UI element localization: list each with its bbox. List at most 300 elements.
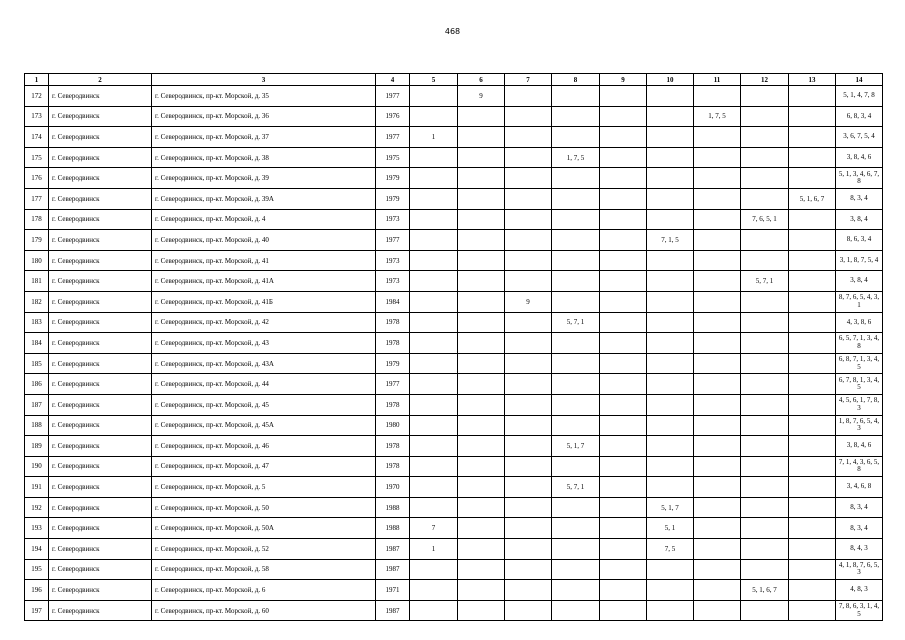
table-cell-col-6 [458,168,505,189]
table-cell-col-3: г. Северодвинск, пр-кт. Морской, д. 45А [152,415,376,436]
table-row [25,518,883,539]
table-cell-col-8: 5, 7, 1 [552,477,600,498]
table-cell-col-1: 196 [25,580,49,601]
table-cell-col-7 [505,188,552,209]
table-cell-col-7 [505,539,552,560]
table-cell-col-4: 1980 [376,415,410,436]
table-cell-col-12 [741,353,789,374]
table-cell-col-9 [600,209,647,230]
table-cell-col-2: г. Северодвинск [49,415,152,436]
table-cell-col-1: 191 [25,477,49,498]
table-cell-col-6 [458,188,505,209]
table-cell-col-6 [458,518,505,539]
table-cell-col-7 [505,127,552,148]
table-cell-col-10 [647,147,694,168]
table-cell-col-9 [600,436,647,457]
table-cell-col-3: г. Северодвинск, пр-кт. Морской, д. 36 [152,106,376,127]
table-cell-col-13 [789,539,836,560]
table-cell-col-2: г. Северодвинск [49,456,152,477]
table-cell-col-2: г. Северодвинск [49,230,152,251]
table-cell-col-2: г. Северодвинск [49,518,152,539]
table-cell-col-8 [552,394,600,415]
table-cell-col-7 [505,271,552,292]
table-cell-col-2: г. Северодвинск [49,374,152,395]
table-cell-col-11 [694,600,741,621]
table-cell-col-14: 6, 7, 8, 1, 3, 4, 5 [836,374,883,395]
table-cell-col-12 [741,147,789,168]
table-cell-col-8 [552,580,600,601]
table-cell-col-5 [410,209,458,230]
table-row [25,271,883,292]
table-cell-col-3: г. Северодвинск, пр-кт. Морской, д. 6 [152,580,376,601]
table-cell-col-10: 5, 1 [647,518,694,539]
table-cell-col-4: 1978 [376,312,410,333]
table-cell-col-14: 8, 3, 4 [836,497,883,518]
table-cell-col-12 [741,456,789,477]
table-cell-col-10: 7, 1, 5 [647,230,694,251]
table-cell-col-2: г. Северодвинск [49,291,152,312]
table-cell-col-5 [410,86,458,107]
column-header-14: 14 [836,74,883,86]
table-cell-col-8 [552,127,600,148]
table-cell-col-9 [600,147,647,168]
table-cell-col-8 [552,353,600,374]
table-row [25,147,883,168]
table-cell-col-14: 8, 7, 6, 5, 4, 3, 1 [836,291,883,312]
table-cell-col-8: 5, 1, 7 [552,436,600,457]
table-cell-col-6 [458,559,505,580]
table-cell-col-2: г. Северодвинск [49,580,152,601]
table-cell-col-14: 3, 6, 7, 5, 4 [836,127,883,148]
table-cell-col-5: 1 [410,127,458,148]
table-cell-col-13 [789,394,836,415]
table-cell-col-14: 1, 8, 7, 6, 5, 4, 3 [836,415,883,436]
table-cell-col-10 [647,250,694,271]
table-cell-col-10 [647,477,694,498]
table-cell-col-12: 5, 7, 1 [741,271,789,292]
table-cell-col-12 [741,600,789,621]
table-cell-col-6 [458,312,505,333]
table-cell-col-11 [694,250,741,271]
table-cell-col-13 [789,168,836,189]
table-cell-col-1: 179 [25,230,49,251]
housing-register-table [24,73,883,621]
table-cell-col-14: 8, 4, 3 [836,539,883,560]
table-cell-col-8 [552,456,600,477]
table-cell-col-9 [600,497,647,518]
table-cell-col-3: г. Северодвинск, пр-кт. Морской, д. 5 [152,477,376,498]
table-cell-col-6 [458,127,505,148]
table-row [25,250,883,271]
table-cell-col-8 [552,291,600,312]
table-cell-col-11 [694,518,741,539]
table-row [25,168,883,189]
table-cell-col-10 [647,127,694,148]
table-cell-col-8 [552,559,600,580]
table-cell-col-10 [647,436,694,457]
table-cell-col-7 [505,168,552,189]
table-cell-col-4: 1978 [376,456,410,477]
table-cell-col-6 [458,209,505,230]
table-cell-col-11 [694,394,741,415]
table-cell-col-11 [694,580,741,601]
table-cell-col-3: г. Северодвинск, пр-кт. Морской, д. 43А [152,353,376,374]
table-cell-col-14: 4, 5, 6, 1, 7, 8, 3 [836,394,883,415]
table-cell-col-2: г. Северодвинск [49,477,152,498]
table-cell-col-12 [741,86,789,107]
table-cell-col-3: г. Северодвинск, пр-кт. Морской, д. 39А [152,188,376,209]
table-cell-col-5 [410,456,458,477]
table-cell-col-12 [741,312,789,333]
table-cell-col-6 [458,600,505,621]
table-cell-col-5 [410,559,458,580]
table-cell-col-2: г. Северодвинск [49,188,152,209]
table-cell-col-4: 1971 [376,580,410,601]
table-cell-col-11 [694,147,741,168]
table-cell-col-4: 1975 [376,147,410,168]
table-cell-col-14: 3, 8, 4, 6 [836,147,883,168]
table-cell-col-2: г. Северодвинск [49,353,152,374]
table-cell-col-14: 4, 1, 8, 7, 6, 5, 3 [836,559,883,580]
table-cell-col-14: 5, 1, 4, 7, 8 [836,86,883,107]
table-cell-col-13 [789,250,836,271]
table-cell-col-11 [694,353,741,374]
table-cell-col-7 [505,436,552,457]
table-cell-col-5 [410,168,458,189]
table-cell-col-7 [505,456,552,477]
table-cell-col-5 [410,436,458,457]
table-cell-col-13 [789,291,836,312]
column-header-12: 12 [741,74,789,86]
table-cell-col-2: г. Северодвинск [49,209,152,230]
table-cell-col-4: 1987 [376,559,410,580]
column-header-2: 2 [49,74,152,86]
table-cell-col-14: 8, 3, 4 [836,518,883,539]
table-cell-col-14: 4, 3, 8, 6 [836,312,883,333]
table-cell-col-8 [552,271,600,292]
table-cell-col-8: 5, 7, 1 [552,312,600,333]
table-cell-col-11 [694,127,741,148]
table-row [25,415,883,436]
table-cell-col-5 [410,394,458,415]
table-cell-col-14: 6, 5, 7, 1, 3, 4, 8 [836,333,883,354]
table-cell-col-2: г. Северодвинск [49,147,152,168]
table-cell-col-10 [647,291,694,312]
table-cell-col-9 [600,600,647,621]
table-cell-col-10 [647,86,694,107]
table-cell-col-11 [694,415,741,436]
table-cell-col-12 [741,477,789,498]
table-cell-col-8 [552,106,600,127]
table-row [25,333,883,354]
table-cell-col-11 [694,497,741,518]
table-cell-col-6 [458,291,505,312]
table-cell-col-13 [789,415,836,436]
table-cell-col-10 [647,415,694,436]
table-cell-col-7 [505,580,552,601]
column-header-10: 10 [647,74,694,86]
table-cell-col-5 [410,147,458,168]
table-cell-col-4: 1977 [376,127,410,148]
table-row [25,559,883,580]
table-cell-col-12: 5, 1, 6, 7 [741,580,789,601]
table-cell-col-4: 1977 [376,374,410,395]
table-cell-col-2: г. Северодвинск [49,539,152,560]
table-cell-col-3: г. Северодвинск, пр-кт. Морской, д. 41А [152,271,376,292]
table-cell-col-13 [789,559,836,580]
table-cell-col-3: г. Северодвинск, пр-кт. Морской, д. 38 [152,147,376,168]
table-cell-col-3: г. Северодвинск, пр-кт. Морской, д. 41 [152,250,376,271]
table-cell-col-12 [741,559,789,580]
table-cell-col-2: г. Северодвинск [49,127,152,148]
table-cell-col-8 [552,168,600,189]
table-cell-col-14: 3, 8, 4, 6 [836,436,883,457]
table-cell-col-13 [789,580,836,601]
table-cell-col-7 [505,86,552,107]
table-cell-col-4: 1984 [376,291,410,312]
table-cell-col-1: 189 [25,436,49,457]
table-cell-col-12 [741,436,789,457]
table-cell-col-13 [789,106,836,127]
table-cell-col-10: 5, 1, 7 [647,497,694,518]
table-cell-col-2: г. Северодвинск [49,497,152,518]
table-cell-col-7 [505,415,552,436]
table-cell-col-13 [789,230,836,251]
table-cell-col-1: 182 [25,291,49,312]
table-cell-col-5 [410,271,458,292]
table-cell-col-6 [458,539,505,560]
table-cell-col-3: г. Северодвинск, пр-кт. Морской, д. 42 [152,312,376,333]
table-cell-col-2: г. Северодвинск [49,436,152,457]
table-cell-col-12 [741,539,789,560]
table-cell-col-1: 176 [25,168,49,189]
table-cell-col-6 [458,374,505,395]
table-cell-col-6 [458,106,505,127]
table-cell-col-12: 7, 6, 5, 1 [741,209,789,230]
table-cell-col-10 [647,374,694,395]
table-cell-col-12 [741,394,789,415]
table-cell-col-11 [694,333,741,354]
column-header-4: 4 [376,74,410,86]
table-cell-col-1: 187 [25,394,49,415]
table-cell-col-2: г. Северодвинск [49,86,152,107]
table-row [25,230,883,251]
table-cell-col-1: 197 [25,600,49,621]
table-cell-col-1: 194 [25,539,49,560]
table-cell-col-9 [600,127,647,148]
table-cell-col-4: 1978 [376,394,410,415]
table-cell-col-6 [458,456,505,477]
table-row [25,127,883,148]
table-cell-col-1: 195 [25,559,49,580]
table-cell-col-6 [458,230,505,251]
table-cell-col-3: г. Северодвинск, пр-кт. Морской, д. 50А [152,518,376,539]
table-row [25,86,883,107]
table-cell-col-4: 1987 [376,539,410,560]
table-cell-col-13 [789,271,836,292]
page-number: 468 [444,27,461,36]
table-cell-col-12 [741,230,789,251]
table-cell-col-9 [600,188,647,209]
table-row [25,477,883,498]
table-cell-col-10 [647,188,694,209]
table-cell-col-7 [505,209,552,230]
table-cell-col-4: 1979 [376,168,410,189]
table-cell-col-5: 7 [410,518,458,539]
table-cell-col-2: г. Северодвинск [49,312,152,333]
table-cell-col-6 [458,497,505,518]
table-row [25,209,883,230]
table-cell-col-1: 175 [25,147,49,168]
table-cell-col-1: 178 [25,209,49,230]
column-header-8: 8 [552,74,600,86]
table-cell-col-13 [789,374,836,395]
table-cell-col-10 [647,559,694,580]
table-cell-col-9 [600,456,647,477]
table-cell-col-9 [600,394,647,415]
table-cell-col-14: 7, 8, 6, 3, 1, 4, 5 [836,600,883,621]
table-cell-col-12 [741,415,789,436]
table-cell-col-12 [741,333,789,354]
table-cell-col-2: г. Северодвинск [49,250,152,271]
table-cell-col-3: г. Северодвинск, пр-кт. Морской, д. 35 [152,86,376,107]
table-cell-col-5 [410,415,458,436]
table-cell-col-1: 172 [25,86,49,107]
table-cell-col-4: 1977 [376,86,410,107]
column-header-13: 13 [789,74,836,86]
table-cell-col-13 [789,436,836,457]
table-cell-col-2: г. Северодвинск [49,271,152,292]
table-cell-col-9 [600,333,647,354]
table-cell-col-13: 5, 1, 6, 7 [789,188,836,209]
table-cell-col-7: 9 [505,291,552,312]
table-cell-col-7 [505,312,552,333]
table-cell-col-4: 1978 [376,436,410,457]
table-row [25,374,883,395]
table-cell-col-8 [552,230,600,251]
table-cell-col-3: г. Северодвинск, пр-кт. Морской, д. 58 [152,559,376,580]
column-header-3: 3 [152,74,376,86]
table-cell-col-2: г. Северодвинск [49,333,152,354]
table-cell-col-8 [552,188,600,209]
table-cell-col-7 [505,394,552,415]
table-cell-col-4: 1970 [376,477,410,498]
table-cell-col-9 [600,86,647,107]
table-cell-col-5 [410,600,458,621]
table-row [25,600,883,621]
table-cell-col-4: 1978 [376,333,410,354]
column-header-6: 6 [458,74,505,86]
table-cell-col-4: 1973 [376,271,410,292]
table-cell-col-1: 180 [25,250,49,271]
table-cell-col-11 [694,312,741,333]
table-cell-col-10: 7, 5 [647,539,694,560]
table-cell-col-13 [789,333,836,354]
table-cell-col-11 [694,374,741,395]
table-row [25,539,883,560]
table-cell-col-7 [505,230,552,251]
table-cell-col-13 [789,477,836,498]
table-cell-col-4: 1988 [376,497,410,518]
table-cell-col-4: 1976 [376,106,410,127]
table-cell-col-3: г. Северодвинск, пр-кт. Морской, д. 41Б [152,291,376,312]
table-cell-col-3: г. Северодвинск, пр-кт. Морской, д. 39 [152,168,376,189]
table-cell-col-14: 7, 1, 4, 3, 6, 5, 8 [836,456,883,477]
table-cell-col-11 [694,477,741,498]
table-cell-col-6 [458,250,505,271]
table-cell-col-10 [647,600,694,621]
table-cell-col-14: 8, 6, 3, 4 [836,230,883,251]
table-cell-col-8 [552,333,600,354]
table-cell-col-9 [600,559,647,580]
table-cell-col-6 [458,333,505,354]
table-cell-col-11 [694,436,741,457]
table-cell-col-1: 184 [25,333,49,354]
table-cell-col-1: 186 [25,374,49,395]
table-row [25,291,883,312]
table-cell-col-4: 1973 [376,250,410,271]
table-cell-col-4: 1979 [376,353,410,374]
table-cell-col-5 [410,230,458,251]
table-cell-col-14: 3, 8, 4 [836,209,883,230]
table-cell-col-7 [505,106,552,127]
table-cell-col-2: г. Северодвинск [49,106,152,127]
table-cell-col-8: 1, 7, 5 [552,147,600,168]
table-cell-col-8 [552,497,600,518]
table-cell-col-13 [789,127,836,148]
table-cell-col-3: г. Северодвинск, пр-кт. Морской, д. 4 [152,209,376,230]
table-cell-col-11 [694,291,741,312]
table-cell-col-14: 3, 4, 6, 8 [836,477,883,498]
table-cell-col-7 [505,600,552,621]
table-cell-col-9 [600,539,647,560]
table-cell-col-7 [505,250,552,271]
table-cell-col-12 [741,497,789,518]
table-cell-col-12 [741,127,789,148]
table-cell-col-11 [694,209,741,230]
table-cell-col-6 [458,394,505,415]
table-cell-col-10 [647,106,694,127]
table-cell-col-14: 5, 1, 3, 4, 6, 7, 8 [836,168,883,189]
table-cell-col-8 [552,518,600,539]
table-cell-col-8 [552,539,600,560]
table-cell-col-8 [552,600,600,621]
table-cell-col-10 [647,353,694,374]
table-cell-col-13 [789,312,836,333]
table-cell-col-8 [552,415,600,436]
table-cell-col-9 [600,353,647,374]
table-cell-col-2: г. Северодвинск [49,168,152,189]
table-row [25,436,883,457]
table-row [25,580,883,601]
table-cell-col-8 [552,250,600,271]
table-cell-col-9 [600,230,647,251]
table-cell-col-12 [741,374,789,395]
table-cell-col-12 [741,518,789,539]
table-cell-col-1: 181 [25,271,49,292]
table-cell-col-9 [600,518,647,539]
table-cell-col-4: 1987 [376,600,410,621]
table-cell-col-7 [505,353,552,374]
table-cell-col-9 [600,168,647,189]
table-cell-col-3: г. Северодвинск, пр-кт. Морской, д. 40 [152,230,376,251]
table-cell-col-5 [410,477,458,498]
table-cell-col-10 [647,456,694,477]
table-cell-col-13 [789,600,836,621]
table-cell-col-10 [647,312,694,333]
table-cell-col-12 [741,188,789,209]
table-cell-col-11 [694,559,741,580]
